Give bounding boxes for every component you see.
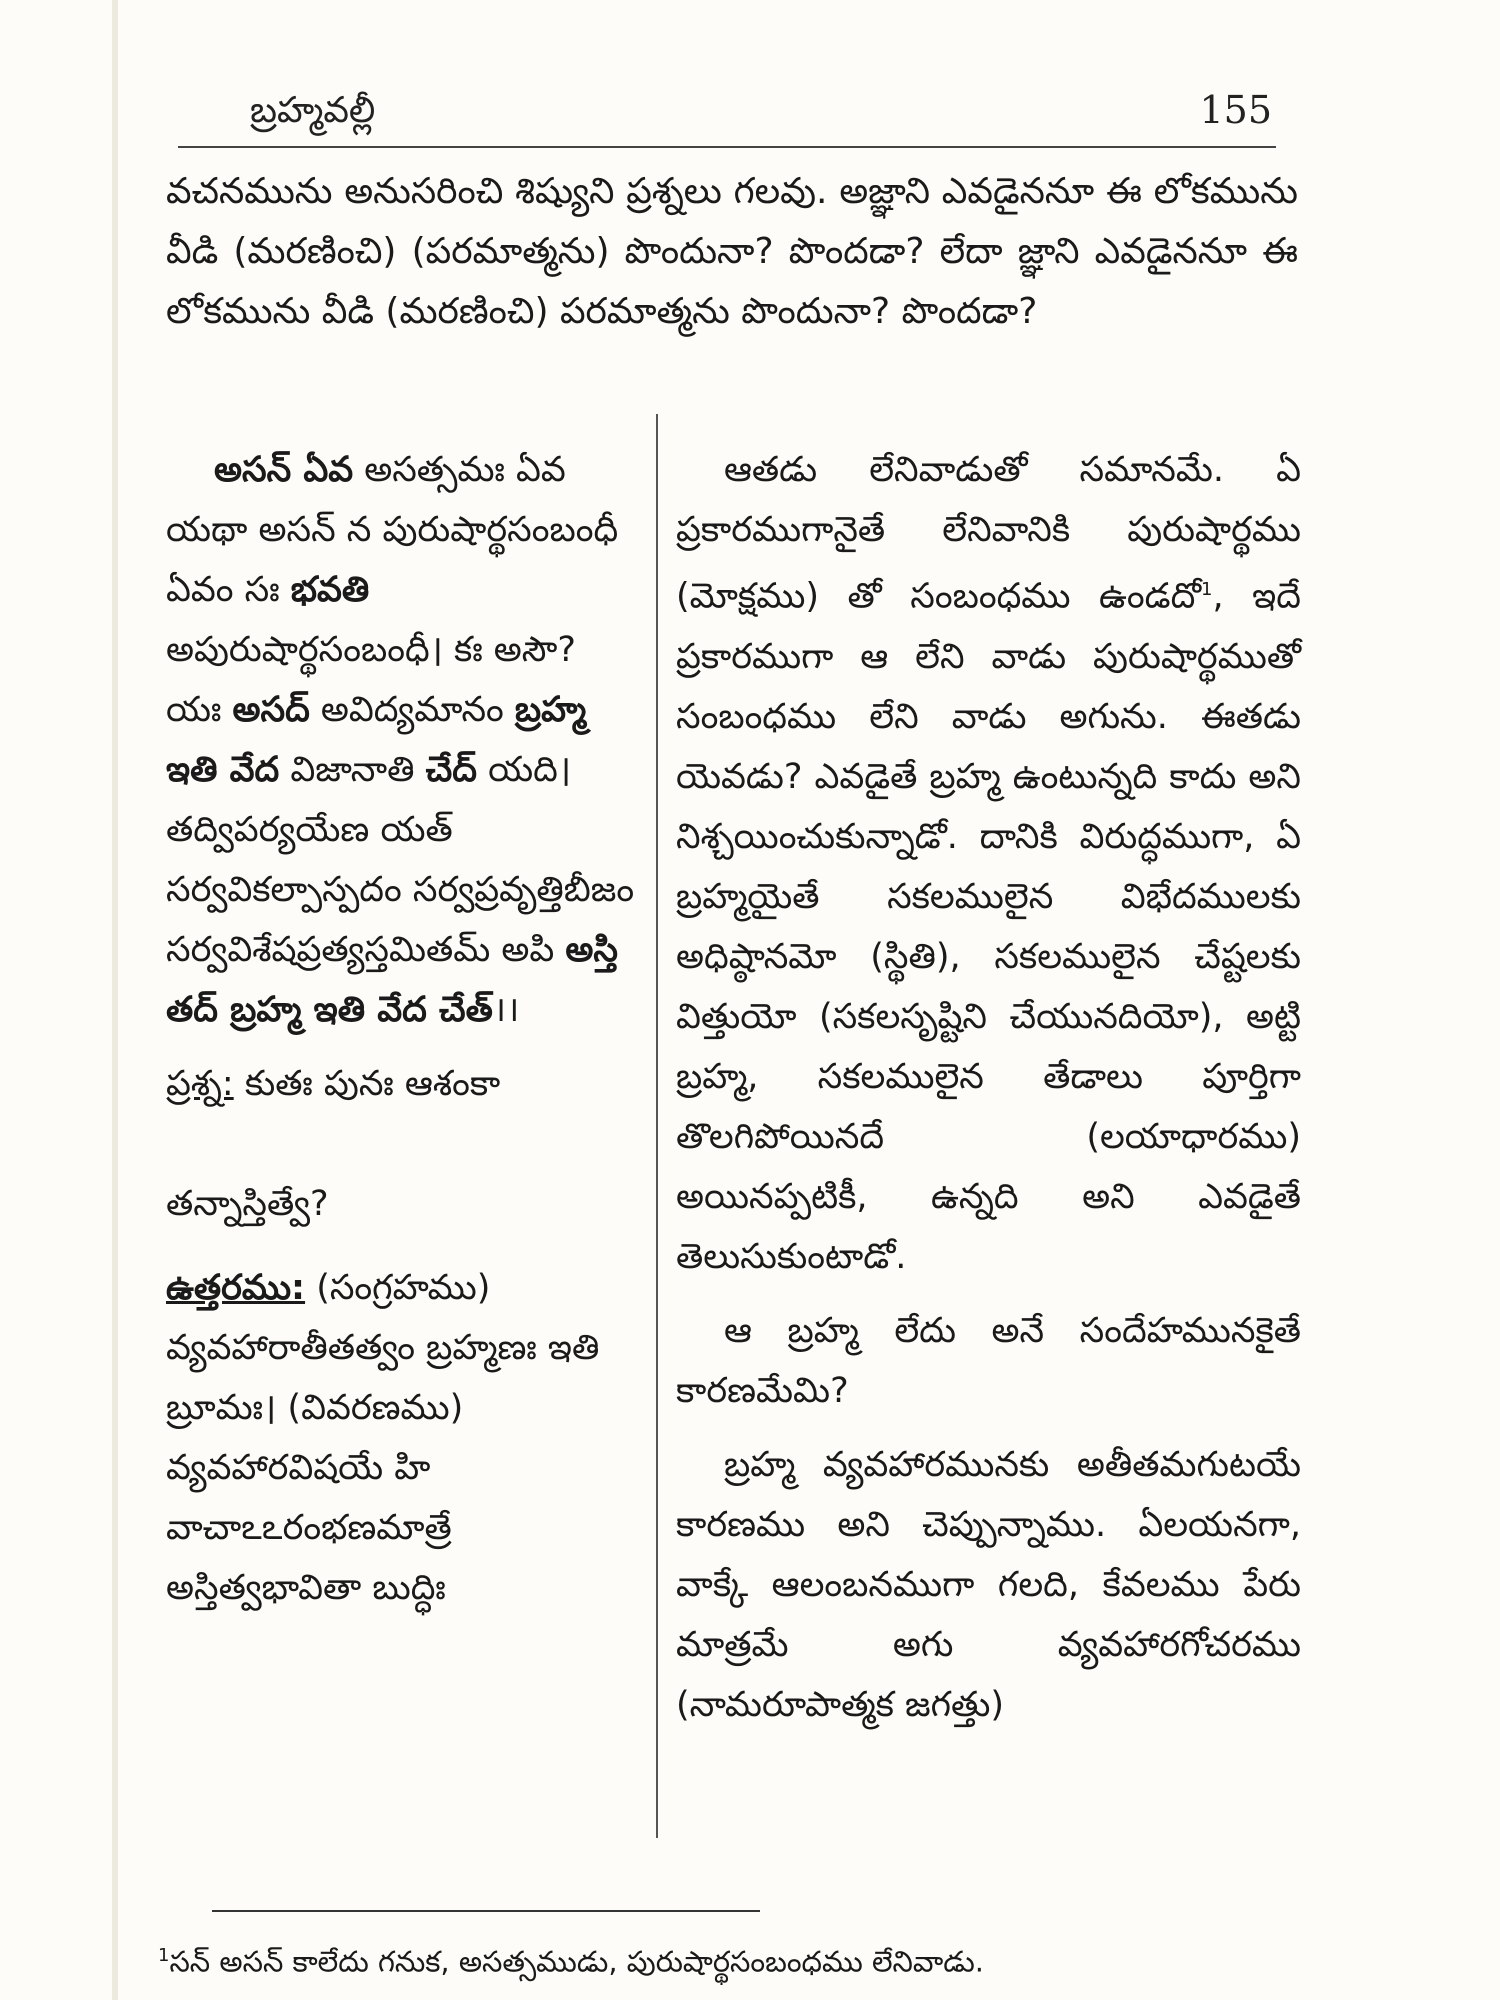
telugu-translation-column [676,440,1301,1749]
footnote-marker: 1 [158,1945,170,1966]
sanskrit-column [166,440,636,1632]
translation-text: , ఇదే ప్రకారముగా ఆ లేని వాడు పురుషార్థముతో సంబంధము లేని వాడు అగును. ఈతడు యెవడు? ఎవడైతే బ్రహ్మ ఉంటున్నది కాదు అని నిశ్చయించుకున్నాడో. దానికి విరుద్ధముగా, ఏ బ్రహ్మయైతే సకలములైన విభేదములకు అధిష్ఠానమో (స్థితి), సకలములైన చేష్టలకు విత్తుయో (సకలసృష్టిని చేయునదియో), అట్టి బ్రహ్మ, సకలములైన తేడాలు పూర్తిగా తొలగిపోయినదే (లయాధారము) అయినప్పటికీ, ఉన్నది అని ఎవడైతే తెలుసుకుంటాడో. [676,576,1301,1277]
uttaram-text: (సంగ్రహము) వ్యవహారాతీతత్వం బ్రహ్మణః ఇతి బ్రూమః। (వివరణము) వ్యవహారవిషయే హి వాచాఽఽరంభణమాత్రే అస్తిత్వభావితా బుద్ధిః [166,1268,600,1608]
translation-paragraph-1 [676,440,1301,1287]
footnote-reference: 1 [1201,579,1213,600]
uttaram-paragraph [166,1258,636,1618]
bhashya-text: యది। తద్విపర్యయేణ యత్ సర్వవికల్పాస్పదం సర్వప్రవృత్తిబీజం సర్వవిశేషప్రత్యస్తమితమ్ అపి [166,750,635,970]
page-gutter [112,0,118,2000]
sanskrit-commentary-paragraph [166,440,636,1040]
footnote-separator [212,1910,760,1912]
mula-text: అసన్ ఏవ [214,450,354,490]
running-head: బ్రహ్మవల్లీ [250,90,376,131]
mula-text: భవతి [290,570,370,610]
prashna-text: కుతః పునః ఆశంకా [233,1064,501,1104]
translation-text: ఆతడు లేనివాడుతో సమానమే. ఏ ప్రకారముగానైతే లేనివానికి పురుషార్థము (మోక్షము) తో సంబంధము ఉండదో [676,450,1301,617]
bhashya-text: అసత్సమః ఏవ యథా అసన్ న పురుషార్థసంబంధీ ఏవం సః [166,450,619,610]
mula-text: చేద్ [425,750,477,790]
prashna-text-2: తన్నాస్తిత్వే? [166,1184,329,1224]
intro-paragraph: వచనమును అనుసరించి శిష్యుని ప్రశ్నలు గలవు. అజ్ఞాని ఎవడైననూ ఈ లోకమును వీడి (మరణించి) (పరమాత్మను) పొందునా? పొందడా? లేదా జ్ఞాని ఎవడైననూ ఈ లోకమును వీడి (మరణించి) పరమాత్మను పొందునా? పొందడా? [166,171,1298,332]
translation-paragraph-3: బ్రహ్మ వ్యవహారమునకు అతీతమగుటయే కారణము అని చెప్పున్నాము. ఏలయనగా, వాక్కే ఆలంబనముగా గలది, కేవలము పేరు మాత్రమే అగు వ్యవహారగోచరము (నామరూపాత్మక జగత్తు) [676,1444,1301,1725]
footnote [158,1936,1308,1982]
column-divider [656,414,658,1838]
page-header [178,82,1276,148]
mula-text: బ్రహ్మ ఇతి వేద [166,690,587,790]
uttaram-label: ఉత్తరము: [166,1268,306,1308]
bhashya-text: ।। [492,990,520,1030]
mula-text: అస్తి తద్ బ్రహ్మ ఇతి వేద చేత్ [166,930,618,1030]
bhashya-text: అవిద్యమానం [309,690,515,730]
prashna-paragraph [166,1054,636,1234]
footnote-text: సన్ అసన్ కాలేదు గనుక, అసత్సముడు, పురుషార్థసంబంధము లేనివాడు. [169,1944,984,1979]
bhashya-text: అపురుషార్థసంబంధీ। కః అసౌ? యః [166,630,577,730]
translation-paragraph-2: ఆ బ్రహ్మ లేదు అనే సందేహమునకైతే కారణమేమి? [676,1310,1301,1411]
prashna-label: ప్రశ్న: [166,1064,234,1104]
bhashya-text: విజానాతి [279,750,426,790]
mula-text: అసద్ [232,690,310,730]
page-number: 155 [1199,88,1272,132]
